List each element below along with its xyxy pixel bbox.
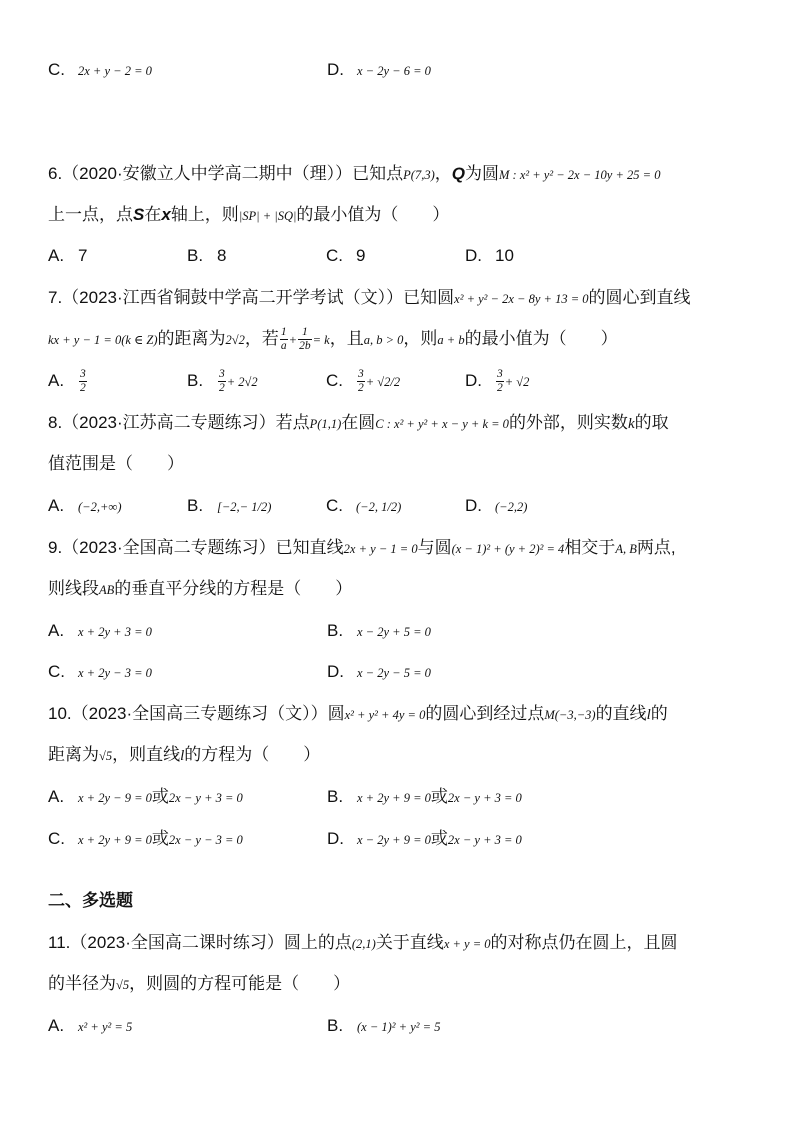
option-c: C. 2x + y − 2 = 0 (48, 60, 152, 79)
q7-option-d: D. $\frac{3}{2}$ + √2 (465, 368, 530, 394)
q9-option-c: C. x + 2y − 3 = 0 (48, 662, 152, 681)
q7-option-b: B. $\frac{3}{2}$ + 2√2 (187, 368, 258, 394)
q10-option-c: C. x + 2y + 9 = 0或2x − y − 3 = 0 (48, 829, 243, 848)
q10-option-b: B. x + 2y + 9 = 0或2x − y + 3 = 0 (327, 787, 522, 806)
q11-option-b: B. (x − 1)² + y² = 5 (327, 1016, 441, 1035)
q8-line1: 8.（2023·江苏高二专题练习）若点P(1,1)在圆C : x² + y² + x − y + k = 0的外部，则实数k的取 (48, 413, 669, 432)
q9-option-d: D. x − 2y − 5 = 0 (327, 662, 431, 681)
q9-option-a: A. x + 2y + 3 = 0 (48, 621, 152, 640)
q7-line1: 7.（2023·江西省铜鼓中学高二开学考试（文））已知圆x² + y² − 2x − 8y + 13 = 0的圆心到直线 (48, 288, 691, 307)
q8-option-b: B. [−2,− 1/2) (187, 496, 272, 515)
q9-option-b: B. x − 2y + 5 = 0 (327, 621, 431, 640)
q11-line2: 的半径为√5，则圆的方程可能是（ ） (48, 974, 351, 993)
q10-option-d: D. x − 2y + 9 = 0或2x − y + 3 = 0 (327, 829, 522, 848)
fraction-1-over-2b: $\frac{1}{2b}$ (299, 326, 311, 352)
q9-line1: 9.（2023·全国高二专题练习）已知直线2x + y − 1 = 0与圆(x − 1)² + (y + 2)² = 4相交于A, B两点, (48, 538, 676, 557)
q9-line2: 则线段AB的垂直平分线的方程是（ ） (48, 579, 353, 598)
q8-line2: 值范围是（ ） (48, 454, 184, 473)
q6-option-d: D. 10 (465, 246, 514, 265)
q11-option-a: A. x² + y² = 5 (48, 1016, 133, 1035)
fraction-1-over-a: $\frac{1}{a}$ (280, 326, 287, 352)
q6-option-c: C. 9 (326, 246, 366, 265)
section-title: 二、多选题 (48, 891, 133, 910)
q10-line1: 10.（2023·全国高三专题练习（文））圆x² + y² + 4y = 0的圆心到经过点M(−3,−3)的直线l的 (48, 704, 668, 723)
q10-line2: 距离为√5，则直线l的方程为（ ） (48, 745, 321, 764)
q7-option-a: A. $\frac{3}{2}$ (48, 368, 86, 394)
q7-line2: kx + y − 1 = 0(k ∈ Z)的距离为2√2，若 $\frac{1}{a}$ + $\frac{1}{2b}$ = k，且a, b > 0，则a + b的最小值为（ ） (48, 326, 618, 352)
q6-line1: 6.（2020·安徽立人中学高二期中（理））已知点P(7,3)，Q为圆M : x² + y² − 2x − 10y + 25 = 0 (48, 164, 661, 183)
q7-option-c: C. $\frac{3}{2}$ + √2/2 (326, 368, 401, 394)
q10-option-a: A. x + 2y − 9 = 0或2x − y + 3 = 0 (48, 787, 243, 806)
option-d: D. x − 2y − 6 = 0 (327, 60, 431, 79)
q6-line2: 上一点，点S在x轴上，则|SP| + |SQ|的最小值为（ ） (48, 205, 450, 224)
q6-option-a: A. 7 (48, 246, 88, 265)
q8-option-d: D. (−2,2) (465, 496, 528, 515)
q11-line1: 11.（2023·全国高二课时练习）圆上的点(2,1)关于直线x + y = 0的对称点仍在圆上，且圆 (48, 933, 678, 952)
q8-option-a: A. (−2,+∞) (48, 496, 122, 515)
q8-option-c: C. (−2, 1/2) (326, 496, 402, 515)
q6-option-b: B. 8 (187, 246, 227, 265)
